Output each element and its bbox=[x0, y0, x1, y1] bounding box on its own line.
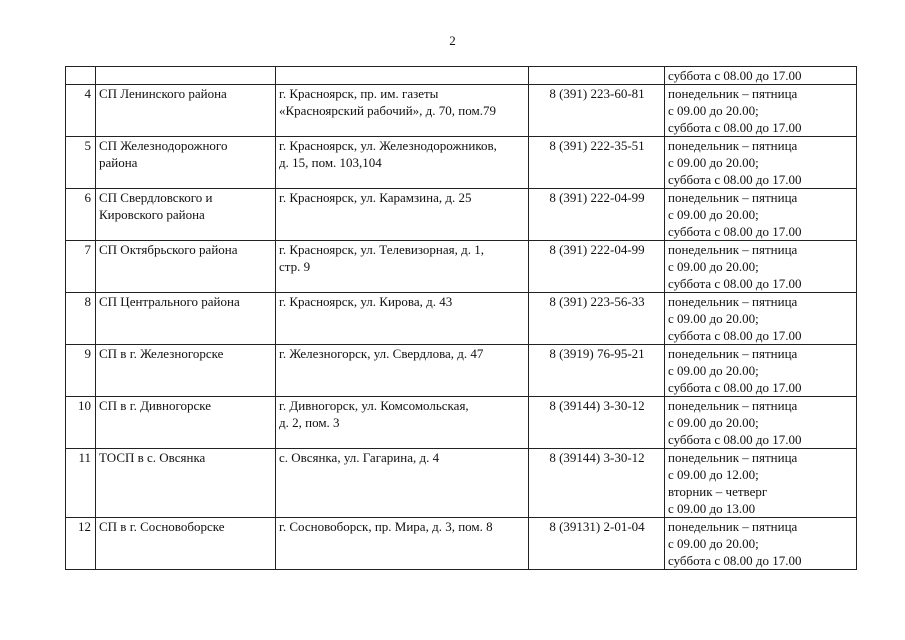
hours-cell: понедельник – пятница с 09.00 до 20.00; суббота с 08.00 до 17.00 bbox=[665, 345, 857, 397]
page-number: 2 bbox=[449, 33, 456, 48]
phone-cell: 8 (39144) 3-30-12 bbox=[529, 449, 665, 518]
table-row bbox=[66, 241, 857, 293]
address-cell bbox=[276, 67, 529, 85]
office-name-cell: СП в г. Сосновоборске bbox=[96, 518, 276, 570]
phone-cell: 8 (391) 222-04-99 bbox=[529, 189, 665, 241]
office-name-cell: СП Железнодорожного района bbox=[96, 137, 276, 189]
office-name-cell bbox=[96, 67, 276, 85]
phone-cell bbox=[529, 67, 665, 85]
row-number-cell: 11 bbox=[66, 449, 96, 518]
phone-cell: 8 (391) 223-56-33 bbox=[529, 293, 665, 345]
table-row bbox=[66, 189, 857, 241]
row-number-cell: 8 bbox=[66, 293, 96, 345]
address-cell: г. Красноярск, ул. Карамзина, д. 25 bbox=[276, 189, 529, 241]
row-number-cell: 10 bbox=[66, 397, 96, 449]
phone-cell: 8 (39131) 2-01-04 bbox=[529, 518, 665, 570]
office-name-cell: СП в г. Дивногорске bbox=[96, 397, 276, 449]
hours-cell: суббота с 08.00 до 17.00 bbox=[665, 67, 857, 85]
table-row bbox=[66, 345, 857, 397]
hours-cell: понедельник – пятница с 09.00 до 20.00; суббота с 08.00 до 17.00 bbox=[665, 397, 857, 449]
address-cell: г. Дивногорск, ул. Комсомольская, д. 2, пом. 3 bbox=[276, 397, 529, 449]
hours-cell: понедельник – пятница с 09.00 до 20.00; суббота с 08.00 до 17.00 bbox=[665, 518, 857, 570]
phone-cell: 8 (3919) 76-95-21 bbox=[529, 345, 665, 397]
table-row bbox=[66, 518, 857, 570]
phone-cell: 8 (391) 223-60-81 bbox=[529, 85, 665, 137]
address-cell: г. Красноярск, ул. Телевизорная, д. 1, стр. 9 bbox=[276, 241, 529, 293]
address-cell: г. Красноярск, ул. Кирова, д. 43 bbox=[276, 293, 529, 345]
row-number-cell: 6 bbox=[66, 189, 96, 241]
table-row bbox=[66, 137, 857, 189]
office-name-cell: СП Ленинского района bbox=[96, 85, 276, 137]
address-cell: г. Красноярск, ул. Железнодорожников, д. 15, пом. 103,104 bbox=[276, 137, 529, 189]
address-cell: г. Железногорск, ул. Свердлова, д. 47 bbox=[276, 345, 529, 397]
offices-table bbox=[65, 66, 857, 570]
phone-cell: 8 (391) 222-04-99 bbox=[529, 241, 665, 293]
table-row bbox=[66, 293, 857, 345]
hours-cell: понедельник – пятница с 09.00 до 20.00; суббота с 08.00 до 17.00 bbox=[665, 293, 857, 345]
row-number-cell: 4 bbox=[66, 85, 96, 137]
office-name-cell: СП в г. Железногорске bbox=[96, 345, 276, 397]
row-number-cell: 12 bbox=[66, 518, 96, 570]
office-name-cell: СП Центрального района bbox=[96, 293, 276, 345]
phone-cell: 8 (391) 222-35-51 bbox=[529, 137, 665, 189]
table-row-continuation bbox=[66, 67, 857, 85]
table-row bbox=[66, 397, 857, 449]
phone-cell: 8 (39144) 3-30-12 bbox=[529, 397, 665, 449]
row-number-cell: 9 bbox=[66, 345, 96, 397]
hours-cell: понедельник – пятница с 09.00 до 20.00; суббота с 08.00 до 17.00 bbox=[665, 85, 857, 137]
office-name-cell: ТОСП в с. Овсянка bbox=[96, 449, 276, 518]
office-name-cell: СП Октябрьского района bbox=[96, 241, 276, 293]
hours-cell: понедельник – пятница с 09.00 до 20.00; суббота с 08.00 до 17.00 bbox=[665, 241, 857, 293]
row-number-cell: 7 bbox=[66, 241, 96, 293]
hours-cell: понедельник – пятница с 09.00 до 12.00; вторник – четверг с 09.00 до 13.00 bbox=[665, 449, 857, 518]
address-cell: г. Сосновоборск, пр. Мира, д. 3, пом. 8 bbox=[276, 518, 529, 570]
row-number-cell: 5 bbox=[66, 137, 96, 189]
hours-cell: понедельник – пятница с 09.00 до 20.00; суббота с 08.00 до 17.00 bbox=[665, 189, 857, 241]
table-row bbox=[66, 449, 857, 518]
row-number-cell bbox=[66, 67, 96, 85]
table-row bbox=[66, 85, 857, 137]
address-cell: с. Овсянка, ул. Гагарина, д. 4 bbox=[276, 449, 529, 518]
address-cell: г. Красноярск, пр. им. газеты «Красноярский рабочий», д. 70, пом.79 bbox=[276, 85, 529, 137]
offices-table-body bbox=[66, 67, 857, 570]
office-name-cell: СП Свердловского и Кировского района bbox=[96, 189, 276, 241]
hours-cell: понедельник – пятница с 09.00 до 20.00; суббота с 08.00 до 17.00 bbox=[665, 137, 857, 189]
